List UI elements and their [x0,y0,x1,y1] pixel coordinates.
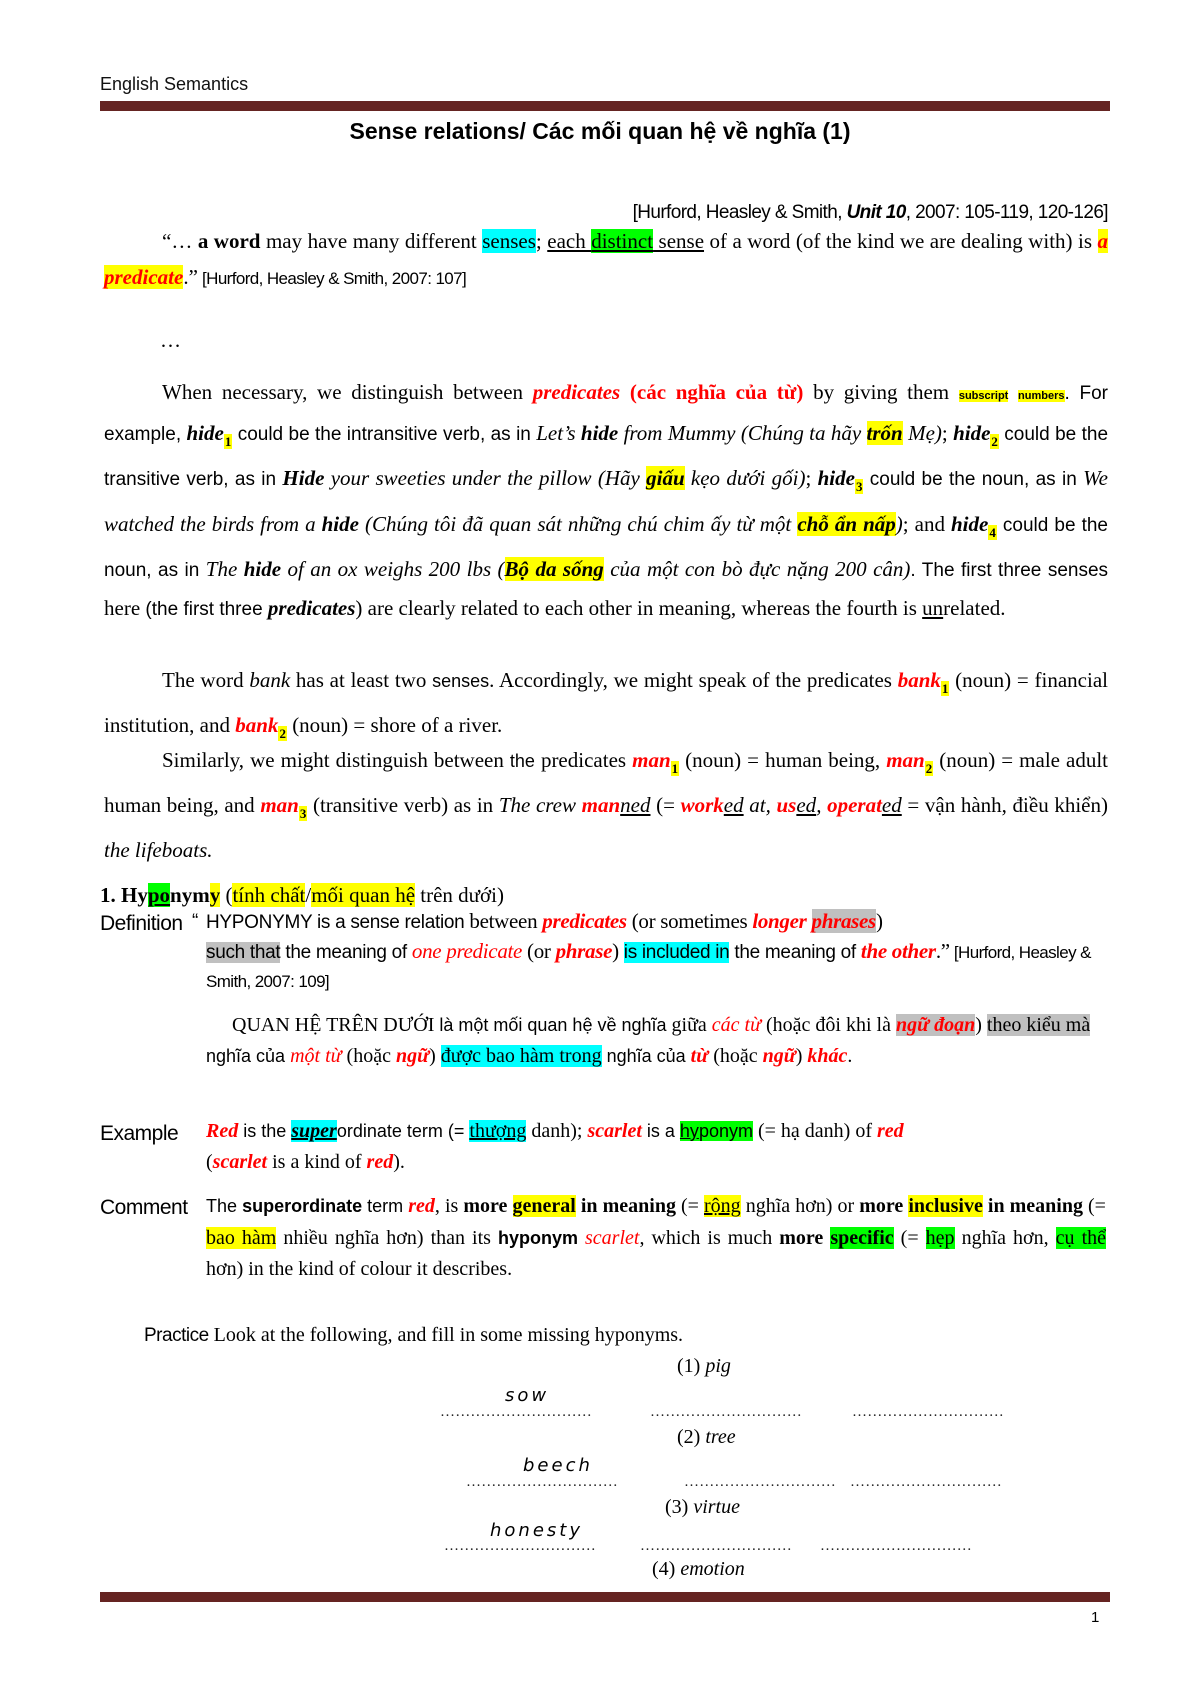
blank-2b[interactable]: ………………………… [684,1474,836,1490]
practice-item-4-prompt: (4) emotion [652,1558,745,1580]
practice-item-2-prompt: (2) tree [677,1426,736,1448]
ellipsis: … [160,328,181,352]
section-heading-hyponymy: 1. Hyponymy (tính chất/mối quan hệ trên dưới) [100,883,504,907]
blank-3a[interactable]: ………………………… [444,1538,596,1554]
blank-2c[interactable]: ………………………… [850,1474,1002,1490]
paragraph-man: Similarly, we might distinguish between the predicates man$_1$ (noun) = human being, man$_2$ (noun) = male adult human being, and man$_3$ (transitive verb) as in The crew manned (= worked at, used, operated = vận hành, điều khiển) the lifeboats. [104,748,1108,862]
blank-1c[interactable]: ………………………… [852,1404,1004,1420]
page-title: Sense relations/ Các mối quan hệ về nghĩa (1) [349,118,851,144]
definition-vietnamese: QUAN HỆ TRÊN DƯỚI là một mối quan hệ về nghĩa giữa các từ (hoặc đôi khi là ngữ đoạn) theo kiểu mà nghĩa của một từ (hoặc ngữ) được bao hàm trong nghĩa của từ (hoặc ngữ) khác. [206,1014,1091,1067]
example-label: Example [100,1122,179,1145]
definition-text: “ HYPONYMY is a sense relation between predicates (or sometimes longer phrases) such that the meaning of one predicate (or phrase) is included in the meaning of the other.” [Hurford, Heasley & Smith, 2007: 109] [192,909,1091,991]
comment-text: The superordinate term red, is more general in meaning (= rộng nghĩa hơn) or more inclusive in meaning (= bao hàm nhiều nghĩa hơn) than its hyponym scarlet, which is much more specific (= hẹp nghĩa hơn, cụ thể hơn) in the kind of colour it describes. [206,1195,1106,1280]
practice-item-3-answer: honesty [490,1520,583,1541]
definition-quote: “… a word may have many different senses; each distinct sense of a word (of the kind we are dealing with) is a predicate.” [Hurford, Heasley & Smith, 2007: 107] [104,229,1109,289]
footer-rule [100,1592,1110,1602]
blank-3b[interactable]: ………………………… [640,1538,792,1554]
example-text: Red is the superordinate term (= thượng danh); scarlet is a hyponym (= hạ danh) of red (scarlet is a kind of red). [206,1120,904,1173]
practice-item-1-answer: sow [505,1385,550,1406]
practice-instruction: Practice Look at the following, and fill in some missing hyponyms. [144,1324,684,1346]
source-citation: [Hurford, Heasley & Smith, Unit 10, 2007: 105-119, 120-126] [632,202,1108,223]
paragraph-hide: When necessary, we distinguish between predicates (các nghĩa của từ) by giving them subscript numbers. For example, hide$_1$ could be the intransitive verb, as in Let’s hide from Mummy (Chúng ta hãy trốn Mẹ); hide$_2$ could be the transitive verb, as in Hide your sweeties under the pillow (Hãy giấu kẹo dưới gối); hide$_3$ could be the noun, as in We watched the birds from a hide (Chúng tôi đã quan sát những chú chim ấy từ một chỗ ẩn nấp); and hide$_4$ could be the noun, as in The hide of an ox weighs 200 lbs (Bộ da sống của một con bò đực nặng 200 cân). The first three senses here (the first three predicates) are clearly related to each other in meaning, whereas the fourth is unrelated. [104,380,1109,620]
practice-item-3-prompt: (3) virtue [665,1496,740,1518]
practice-item-1-prompt: (1) pig [677,1355,731,1377]
blank-1b[interactable]: ………………………… [650,1404,802,1420]
paragraph-bank: The word bank has at least two senses. Accordingly, we might speak of the predicates bank$_1$ (noun) = financial institution, and bank$_2$ (noun) = shore of a river. [104,668,1108,741]
definition-label: Definition [100,912,183,935]
blank-3c[interactable]: ………………………… [820,1538,972,1554]
blank-2a[interactable]: ………………………… [466,1474,618,1490]
running-header: English Semantics [100,74,249,94]
blank-1a[interactable]: ………………………… [440,1404,592,1420]
page-number: 1 [1091,1609,1100,1626]
comment-label: Comment [100,1196,188,1219]
header-rule [100,101,1110,111]
practice-item-2-answer: beech [523,1455,593,1476]
